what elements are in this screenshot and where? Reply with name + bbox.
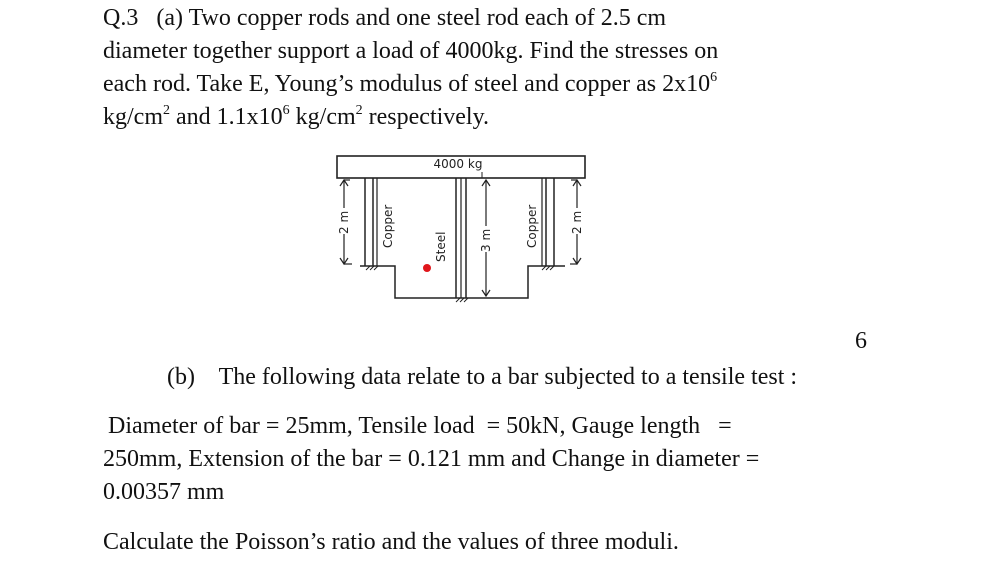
right-dimension-label: 2 m: [570, 210, 584, 234]
part-b-data-line-1: Diameter of bar = 25mm, Tensile load = 50kN, Gauge length =: [108, 413, 732, 439]
unit-exponent-2: 2: [355, 103, 363, 118]
line-end-text: respectively.: [362, 104, 490, 130]
part-b-line: [167, 361, 797, 394]
unit-text-2: kg/cm: [289, 104, 356, 130]
marks: 6: [855, 328, 867, 354]
part-a-line-1: Two copper rods and one steel rod each of 2.5 cm: [188, 5, 667, 31]
unit-text: kg/cm: [103, 104, 163, 130]
question-number: Q.3: [103, 5, 139, 31]
part-b-data-line-3: 0.00357 mm: [103, 479, 225, 505]
steel-dimension-label: 3 m: [479, 228, 493, 252]
copper-modulus-text: and 1.1x10: [170, 104, 283, 130]
exponent-copper: 6: [282, 103, 290, 118]
steel-rod: [456, 178, 466, 298]
rod-load-diagram: [330, 150, 610, 310]
part-b-intro: The following data relate to a bar subjected to a tensile test :: [218, 364, 798, 390]
part-a-line-3: each rod. Take E, Young’s modulus of steel and copper as 2x10: [103, 71, 711, 97]
part-b-data-line-2: 250mm, Extension of the bar = 0.121 mm and Change in diameter =: [103, 446, 760, 472]
left-dimension-label: 2 m: [337, 210, 351, 234]
exponent-steel: 6: [710, 70, 718, 85]
question-line-3: [103, 68, 717, 101]
hatching: [366, 266, 554, 302]
question-line-1: [103, 2, 666, 35]
right-copper-rod: [542, 178, 554, 266]
load-label: 4000 kg: [433, 157, 483, 171]
support-outline: [360, 266, 565, 298]
part-a-label: (a): [156, 5, 183, 31]
part-b-label: (b): [167, 364, 195, 390]
part-b-task: Calculate the Poisson’s ratio and the values of three moduli.: [103, 529, 679, 555]
question-line-4: [103, 101, 489, 134]
left-copper-rod: [365, 178, 377, 266]
unit-exponent: 2: [163, 103, 170, 118]
center-rod-label: Steel: [434, 231, 448, 262]
red-marker-dot: [423, 264, 431, 272]
left-rod-label: Copper: [381, 204, 395, 248]
right-rod-label: Copper: [525, 204, 539, 248]
part-a-line-2: diameter together support a load of 4000kg. Find the stresses on: [103, 38, 719, 64]
